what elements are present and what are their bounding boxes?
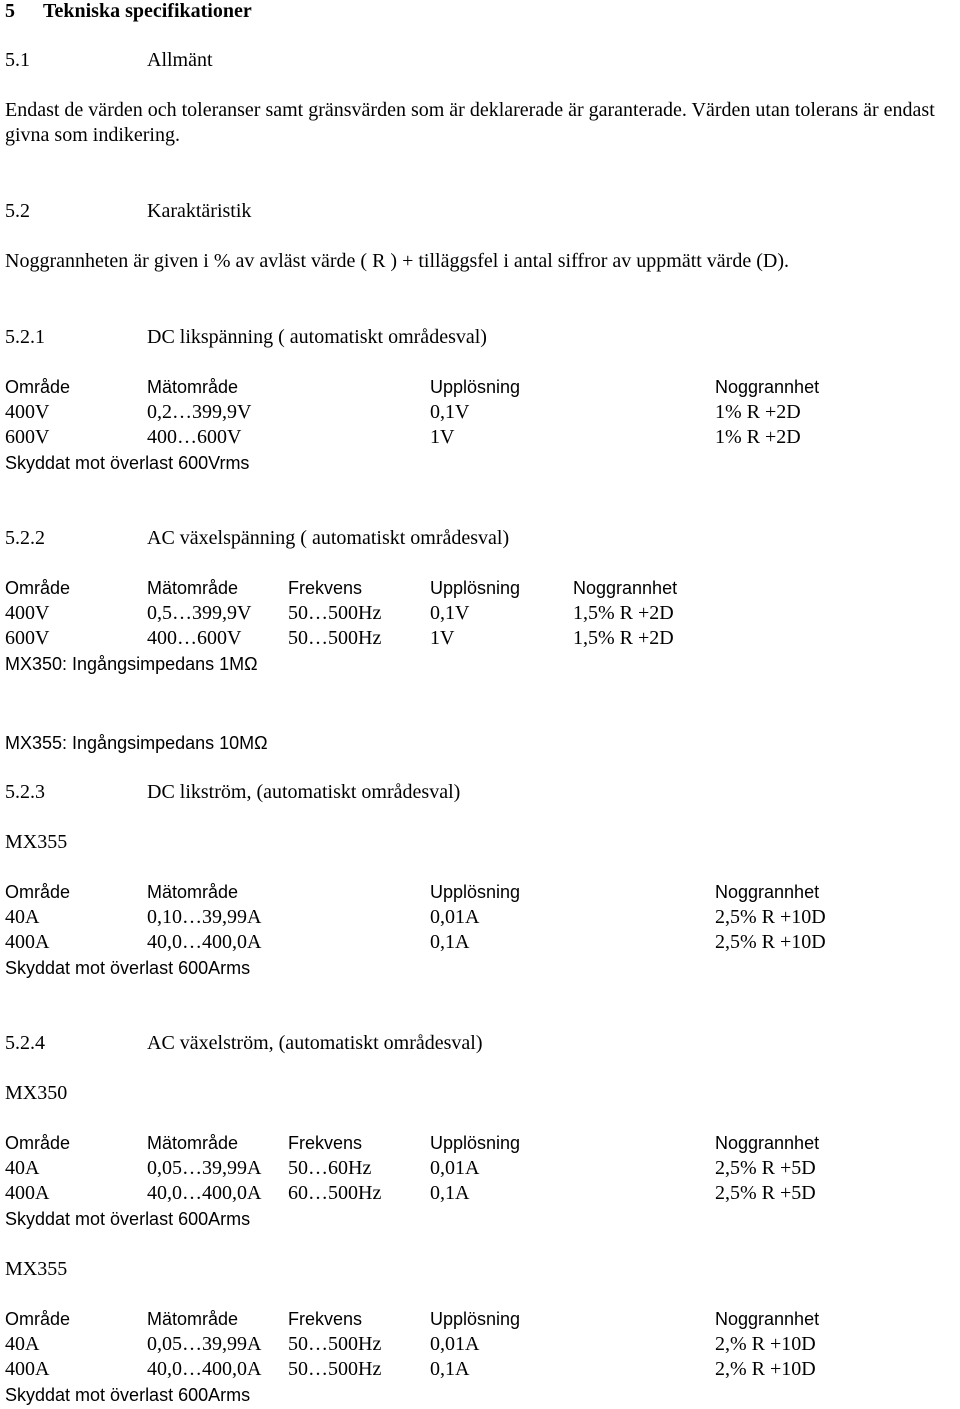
cell-range: 400A bbox=[5, 1358, 50, 1380]
cell-measure-range: 0,10…39,99A bbox=[147, 906, 262, 928]
cell-range: 400A bbox=[5, 1182, 50, 1204]
cell-resolution: 0,1V bbox=[430, 401, 470, 423]
overload-note: Skyddat mot överlast 600Arms bbox=[5, 1209, 251, 1229]
cell-range: 600V bbox=[5, 627, 50, 649]
cell-measure-range: 40,0…400,0A bbox=[147, 931, 262, 953]
header-frequency: Frekvens bbox=[288, 1133, 363, 1153]
header-frequency: Frekvens bbox=[288, 1309, 363, 1329]
cell-resolution: 0,01A bbox=[430, 1333, 480, 1355]
cell-accuracy: 1,5% R +2D bbox=[573, 627, 674, 649]
impedance-note-mx350: MX350: Ingångsimpedans 1MΩ bbox=[5, 654, 258, 674]
cell-range: 40A bbox=[5, 1157, 40, 1179]
cell-accuracy: 1% R +2D bbox=[715, 426, 801, 448]
section-title: AC växelström, (automatiskt områdesval) bbox=[147, 1032, 483, 1054]
cell-resolution: 1V bbox=[430, 627, 455, 649]
header-measure-range: Mätområde bbox=[147, 377, 239, 397]
paragraph-general: Endast de värden och toleranser samt gränsvärden som är deklarerade är garanterade. Värden utan tolerans är endast givna som indikering. bbox=[5, 99, 935, 146]
cell-measure-range: 40,0…400,0A bbox=[147, 1182, 262, 1204]
header-range: Område bbox=[5, 882, 71, 902]
header-range: Område bbox=[5, 1133, 71, 1153]
cell-resolution: 0,1A bbox=[430, 1182, 470, 1204]
cell-measure-range: 0,05…39,99A bbox=[147, 1333, 262, 1355]
header-measure-range: Mätområde bbox=[147, 1309, 239, 1329]
model-label: MX355 bbox=[5, 831, 68, 853]
header-accuracy: Noggrannhet bbox=[715, 377, 820, 397]
header-resolution: Upplösning bbox=[430, 1309, 521, 1329]
cell-range: 40A bbox=[5, 1333, 40, 1355]
section-number: 5.2 bbox=[5, 200, 30, 222]
header-measure-range: Mätområde bbox=[147, 882, 239, 902]
cell-measure-range: 0,05…39,99A bbox=[147, 1157, 262, 1179]
section-number: 5.1 bbox=[5, 49, 30, 71]
section-number: 5.2.4 bbox=[5, 1032, 45, 1054]
cell-frequency: 50…500Hz bbox=[288, 1333, 382, 1355]
header-resolution: Upplösning bbox=[430, 377, 521, 397]
cell-measure-range: 0,5…399,9V bbox=[147, 602, 252, 624]
cell-frequency: 50…500Hz bbox=[288, 1358, 382, 1380]
impedance-note-mx355: MX355: Ingångsimpedans 10MΩ bbox=[5, 733, 268, 753]
header-frequency: Frekvens bbox=[288, 578, 363, 598]
cell-accuracy: 2,5% R +5D bbox=[715, 1182, 816, 1204]
cell-resolution: 0,1A bbox=[430, 1358, 470, 1380]
cell-frequency: 50…500Hz bbox=[288, 602, 382, 624]
model-label: MX355 bbox=[5, 1258, 68, 1280]
header-accuracy: Noggrannhet bbox=[715, 1309, 820, 1329]
cell-frequency: 60…500Hz bbox=[288, 1182, 382, 1204]
overload-note: Skyddat mot överlast 600Arms bbox=[5, 958, 251, 978]
header-resolution: Upplösning bbox=[430, 1133, 521, 1153]
cell-accuracy: 2,% R +10D bbox=[715, 1333, 816, 1355]
cell-resolution: 0,1A bbox=[430, 931, 470, 953]
overload-note: Skyddat mot överlast 600Arms bbox=[5, 1385, 251, 1405]
section-number: 5 bbox=[5, 0, 15, 22]
section-title: Karaktäristik bbox=[147, 200, 252, 222]
cell-range: 400V bbox=[5, 602, 50, 624]
header-measure-range: Mätområde bbox=[147, 578, 239, 598]
section-title: Tekniska specifikationer bbox=[43, 0, 252, 22]
section-title: DC likspänning ( automatiskt områdesval) bbox=[147, 326, 487, 348]
header-resolution: Upplösning bbox=[430, 578, 521, 598]
section-number: 5.2.1 bbox=[5, 326, 45, 348]
cell-accuracy: 2,5% R +10D bbox=[715, 931, 826, 953]
paragraph-characteristics: Noggrannheten är given i % av avläst värde ( R ) + tilläggsfel i antal siffror av uppmätt värde (D). bbox=[5, 250, 789, 272]
header-accuracy: Noggrannhet bbox=[715, 1133, 820, 1153]
cell-resolution: 0,01A bbox=[430, 906, 480, 928]
header-resolution: Upplösning bbox=[430, 882, 521, 902]
header-accuracy: Noggrannhet bbox=[715, 882, 820, 902]
cell-range: 400V bbox=[5, 401, 50, 423]
cell-resolution: 0,01A bbox=[430, 1157, 480, 1179]
cell-resolution: 0,1V bbox=[430, 602, 470, 624]
cell-frequency: 50…500Hz bbox=[288, 627, 382, 649]
model-label: MX350 bbox=[5, 1082, 68, 1104]
cell-accuracy: 2,5% R +10D bbox=[715, 906, 826, 928]
cell-measure-range: 400…600V bbox=[147, 426, 242, 448]
cell-accuracy: 2,5% R +5D bbox=[715, 1157, 816, 1179]
header-range: Område bbox=[5, 578, 71, 598]
cell-measure-range: 400…600V bbox=[147, 627, 242, 649]
section-title: AC växelspänning ( automatiskt områdesval) bbox=[147, 527, 510, 549]
section-title: DC likström, (automatiskt områdesval) bbox=[147, 781, 461, 803]
cell-measure-range: 40,0…400,0A bbox=[147, 1358, 262, 1380]
cell-accuracy: 1% R +2D bbox=[715, 401, 801, 423]
section-number: 5.2.2 bbox=[5, 527, 45, 549]
cell-range: 40A bbox=[5, 906, 40, 928]
section-title: Allmänt bbox=[147, 49, 213, 71]
cell-accuracy: 2,% R +10D bbox=[715, 1358, 816, 1380]
section-number: 5.2.3 bbox=[5, 781, 45, 803]
header-range: Område bbox=[5, 1309, 71, 1329]
header-accuracy: Noggrannhet bbox=[573, 578, 678, 598]
cell-range: 600V bbox=[5, 426, 50, 448]
cell-range: 400A bbox=[5, 931, 50, 953]
cell-frequency: 50…60Hz bbox=[288, 1157, 372, 1179]
cell-measure-range: 0,2…399,9V bbox=[147, 401, 252, 423]
cell-resolution: 1V bbox=[430, 426, 455, 448]
overload-note: Skyddat mot överlast 600Vrms bbox=[5, 453, 250, 473]
cell-accuracy: 1,5% R +2D bbox=[573, 602, 674, 624]
header-measure-range: Mätområde bbox=[147, 1133, 239, 1153]
header-range: Område bbox=[5, 377, 71, 397]
